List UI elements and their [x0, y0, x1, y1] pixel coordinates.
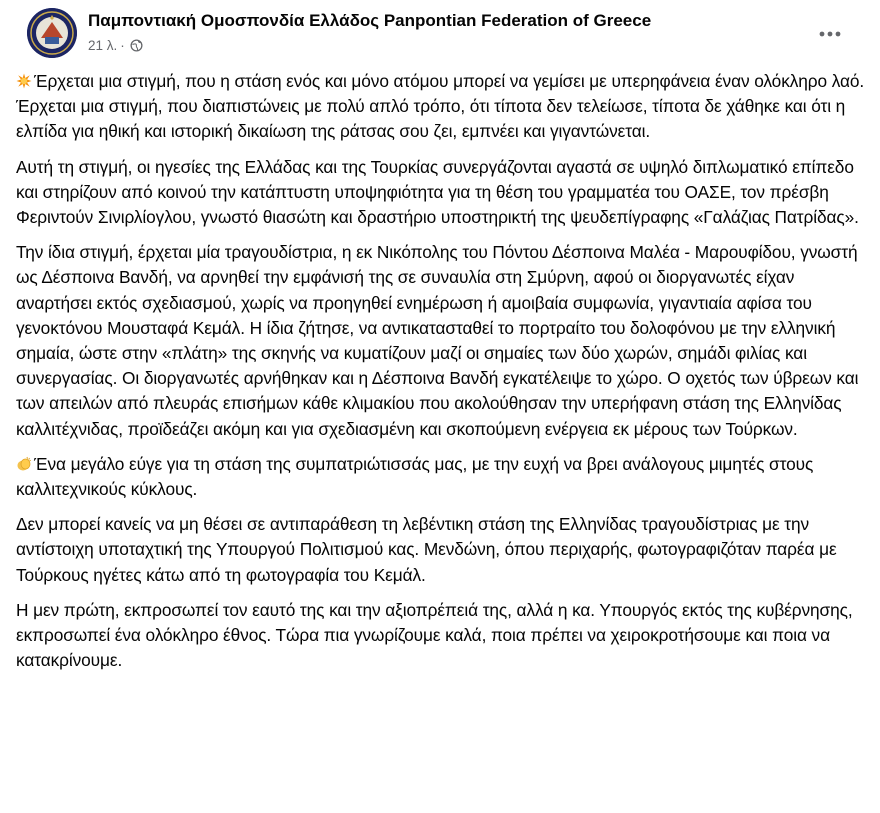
post-paragraph — [16, 598, 866, 674]
page-avatar[interactable] — [27, 8, 77, 58]
paragraph-text: Έρχεται μια στιγμή, που η στάση ενός και μόνο ατόμου μπορεί να γεμίσει με υπερηφάνεια έναν ολόκληρο λαό. Έρχεται μια στιγμή, που διαπιστώνεις με πολύ απλό τρόπο, ότι τίποτα δεν τελείωσε, τίποτα δε χάθηκε και ότι η ελπίδα για ηθική και ιστορική δικαίωση της ράτσας σου ζει, εμπνέει και γιγαντώνεται. — [16, 71, 865, 142]
post-paragraph — [16, 512, 866, 588]
meta-separator: · — [120, 38, 125, 53]
paragraph-text: Δεν μπορεί κανείς να μη θέσει σε αντιπαράθεση τη λεβέντικη στάση της Ελληνίδας τραγουδίστριας με την αντίστοιχη υποταχτική της Υπουργού Πολιτισμού κας. Μενδώνη, όπου περιχαρής, φωτογραφιζόταν παρέα με Τούρκους ηγέτες κάτω από τη φωτογραφία του Κεμάλ. — [16, 514, 837, 585]
post-header — [16, 0, 864, 66]
post-paragraph — [16, 155, 866, 231]
clapping-hands-icon — [16, 456, 32, 472]
post-paragraph — [16, 452, 866, 502]
federation-logo-icon — [27, 8, 77, 58]
post-meta — [88, 38, 143, 53]
post-timestamp[interactable]: 21 λ. — [88, 38, 118, 53]
post-paragraph — [16, 69, 866, 145]
post-paragraph — [16, 240, 866, 442]
paragraph-text: Ένα μεγάλο εύγε για τη στάση της συμπατριώτισσάς μας, με την ευχή να βρει ανάλογους μιμητές στους καλλιτεχνικούς κύκλους. — [16, 453, 814, 500]
paragraph-text: Η μεν πρώτη, εκπροσωπεί τον εαυτό της και την αξιοπρέπειά της, αλλά η κα. Υπουργός εκτός της κυβέρνησης, εκπροσωπεί ένα ολόκληρο έθνος. Τώρα πια γνωρίζουμε καλά, ποια πρέπει να χειροκροτήσουμε και ποια να κατακρίνουμε. — [16, 599, 853, 671]
paragraph-text: Αυτή τη στιγμή, οι ηγεσίες της Ελλάδας και της Τουρκίας συνεργάζονται αγαστά σε υψηλό διπλωματικό επίπεδο και στηρίζουν από κοινού την κατάπτυστη υποψηφιότητα για τη θέση του γραμματέα του ΟΑΣΕ, τον πρέσβη Φεριντούν Σινιρλίογλου, γνωστό θιασώτη και δραστήριο υποστηρικτή της ψευδεπίγραφης «Γαλάζιας Πατρίδας». — [16, 156, 859, 228]
more-options-icon — [819, 31, 841, 37]
collision-icon — [16, 73, 32, 89]
globe-icon[interactable] — [130, 39, 143, 52]
more-options-button[interactable] — [812, 16, 848, 52]
post-text — [16, 69, 866, 683]
page-name-link[interactable]: Παμποντιακή Ομοσπονδία Ελλάδος Panpontian Federation of Greece — [88, 11, 652, 30]
paragraph-text: Την ίδια στιγμή, έρχεται μία τραγουδίστρια, η εκ Νικόπολης του Πόντου Δέσποινα Μαλέα - Μαρουφίδου, γνωστή ως Δέσποινα Βανδή, να αρνηθεί την εμφάνισή της σε συναυλία στη Σμύρνη, αφού οι διοργανωτές είχαν αναρτήσει εκτός σχεδιασμού, χωρίς να προηγηθεί ενημέρωση ή αμοιβαία συμφωνία, γιγαντιαία αφίσα του γενοκτόνου Μουσταφά Κεμάλ. Η ίδια ζήτησε, να αντικατασταθεί το πορτραίτο του δολοφόνου με την ελληνική σημαία, ώστε στην «πλάτη» της σκηνής να κυματίζουν μαζί οι σημαίες των δύο χωρών, σημάδι φιλίας και συνεργασίας. Οι διοργανωτές αρνήθηκαν και η Δέσποινα Βανδή εγκατέλειψε το χώρο. Ο οχετός των ύβρεων και των απειλών από πλευράς επισήμων κάθε κλιμακίου που ακολούθησαν την υπερήφανη στάση της Ελληνίδας καλλιτέχνιδας, προϊδεάζει ακόμη και για σχεδιασμένη και σκοπούμενη ενέργεια εκ μέρους των Τούρκων. — [16, 242, 859, 439]
